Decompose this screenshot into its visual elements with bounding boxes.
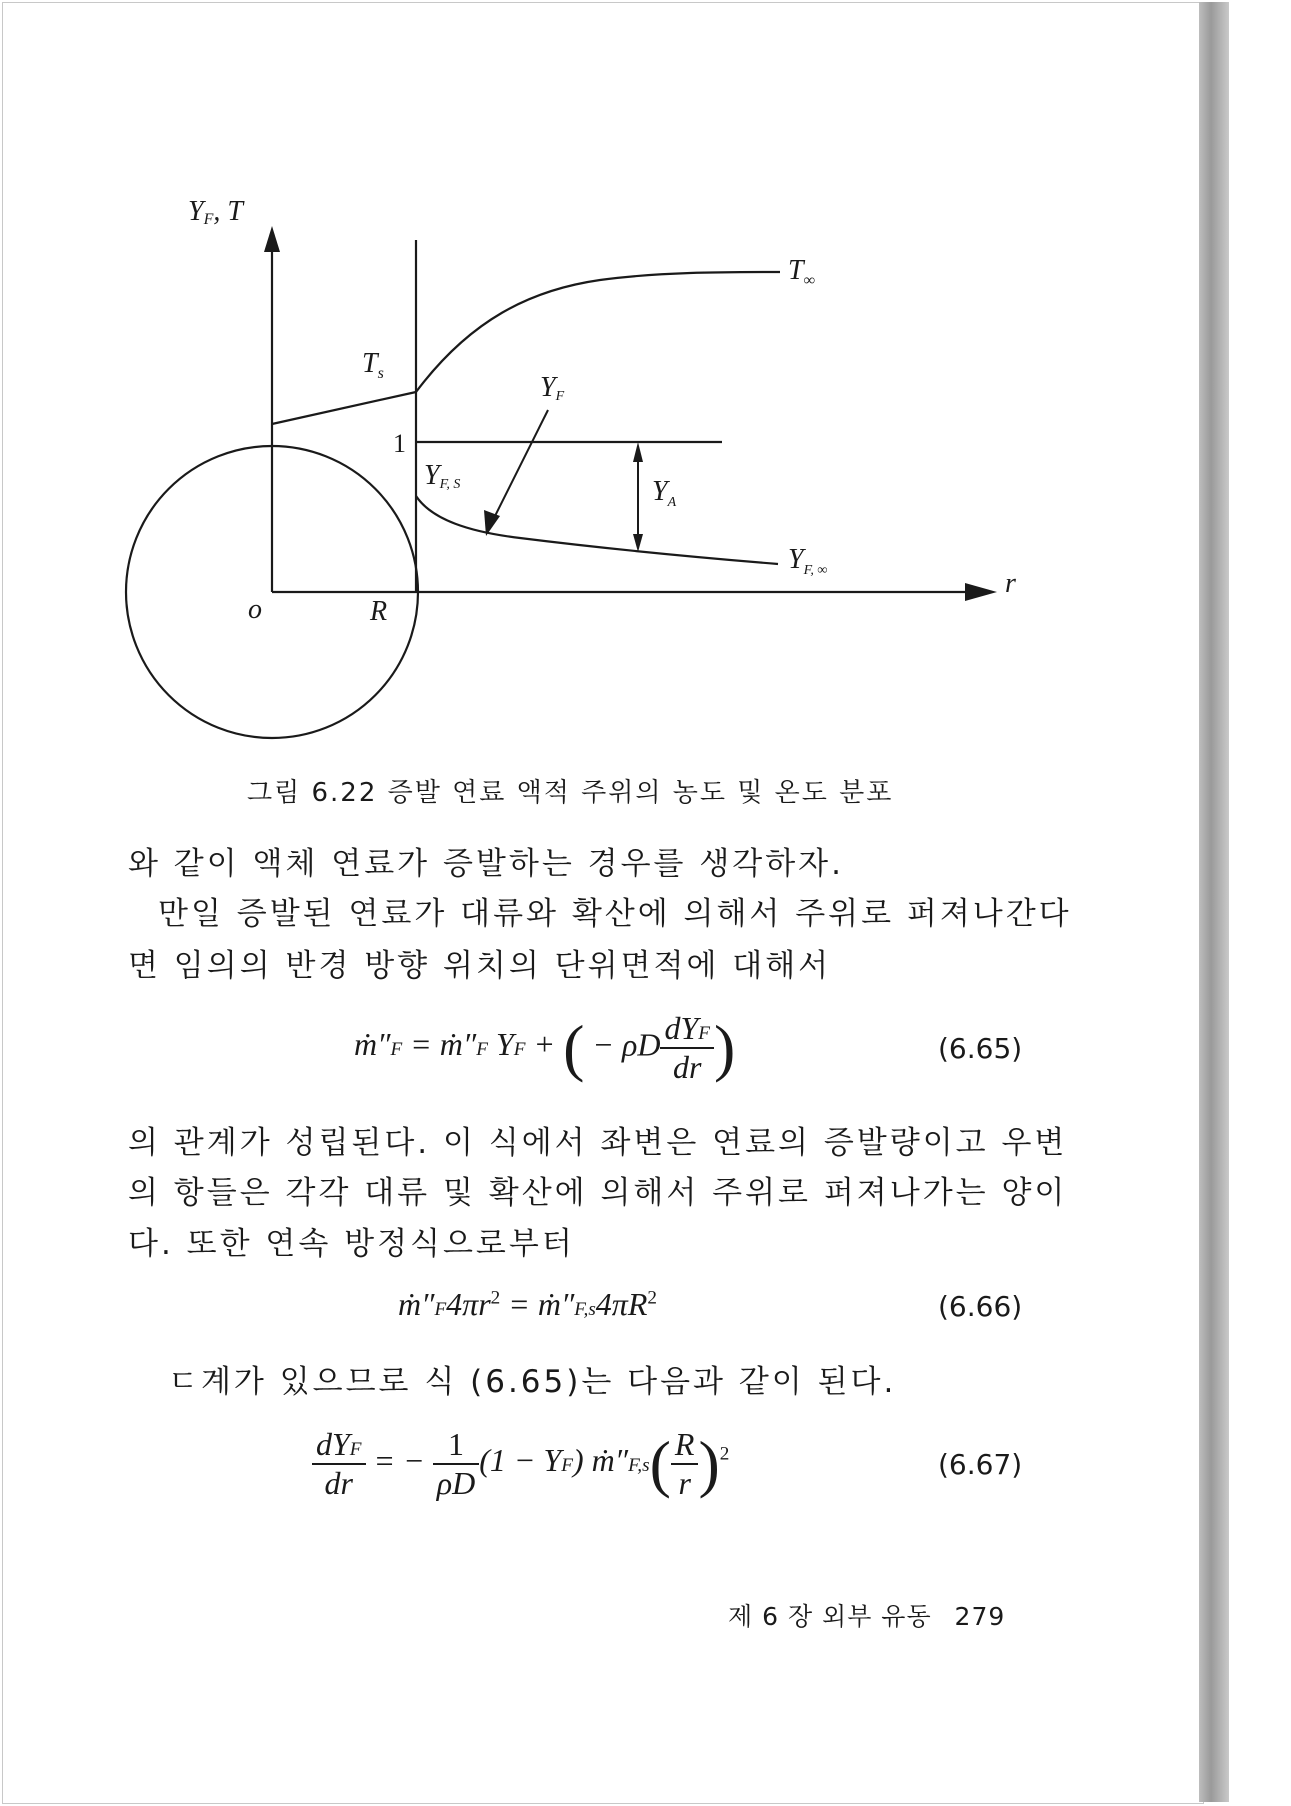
equation-6-65: ṁ″F = ṁ″F YF + ( − ρD $\frac{\text{dYF}}{dr}$ ) — [354, 1010, 736, 1085]
fuel-fraction-curve — [416, 496, 778, 564]
yfinf-label: $Y_{F, \infty}$ — [788, 544, 828, 578]
figure-caption: 그림 6.22 증발 연료 액적 주위의 농도 및 온도 분포 — [247, 778, 894, 808]
r-axis-label: r — [1005, 568, 1016, 599]
ts-label: $T_s$ — [362, 348, 384, 382]
yf-pointer-line — [492, 410, 548, 522]
paragraph-3-line-2: 의 항들은 각각 대류 및 확산에 의해서 주위로 퍼져나가는 양이 — [128, 1175, 1068, 1211]
radius-label: R — [370, 596, 388, 627]
page-stack-edge — [1199, 2, 1229, 1802]
unity-label: 1 — [393, 429, 406, 458]
ya-arrow-top — [633, 442, 643, 462]
footer-page-number: 279 — [954, 1602, 1006, 1631]
paragraph-4: ㄷ계가 있으므로 식 (6.65)는 다음과 같이 된다. — [168, 1364, 897, 1400]
paragraph-2-line-2: 면 임의의 반경 방향 위치의 단위면적에 대해서 — [128, 948, 832, 984]
y-axis-label: YF, T — [188, 196, 243, 228]
page-footer — [728, 1597, 1005, 1633]
paragraph-1: 와 같이 액체 연료가 증발하는 경우를 생각하자. — [128, 846, 844, 882]
yf-label: YF — [540, 372, 565, 404]
paragraph-2-line-1: 만일 증발된 연료가 대류와 확산에 의해서 주위로 퍼져나간다 — [158, 896, 1072, 932]
temp-curve — [416, 272, 780, 392]
yfs-label: YF, S — [424, 460, 461, 492]
equation-number-6-66: (6.66) — [938, 1290, 1023, 1323]
equation-number-6-67: (6.67) — [938, 1448, 1023, 1481]
figure-6-22 — [0, 0, 1200, 760]
r-axis-arrow — [965, 583, 997, 601]
paragraph-3-line-3: 다. 또한 연속 방정식으로부터 — [128, 1226, 575, 1262]
ya-arrow-bottom — [633, 534, 643, 552]
yf-pointer-head — [484, 510, 500, 536]
y-axis-arrow — [264, 226, 280, 252]
equation-6-66: $ṁ''F4\pi r^2$ = $ṁ''F,s4\pi R^2$ — [398, 1286, 657, 1322]
ya-label: $Y_A$ — [652, 476, 677, 510]
temp-inside-line — [272, 392, 416, 424]
footer-chapter: 제 6 장 외부 유동 — [728, 1602, 932, 1631]
tinf-label: $T_\infty$ — [788, 255, 815, 289]
origin-label: o — [248, 594, 262, 625]
paragraph-3-line-1: 의 관계가 성립된다. 이 식에서 좌변은 연료의 증발량이고 우변 — [128, 1125, 1068, 1161]
equation-6-67: $\frac{\text{dYF}}{dr}$ = − $\frac{1}{\rho D}$ (1 − YF) ṁ″F,s( $\frac{R}{r}$ )$^2$ — [312, 1426, 729, 1502]
equation-number-6-65: (6.65) — [938, 1032, 1023, 1065]
